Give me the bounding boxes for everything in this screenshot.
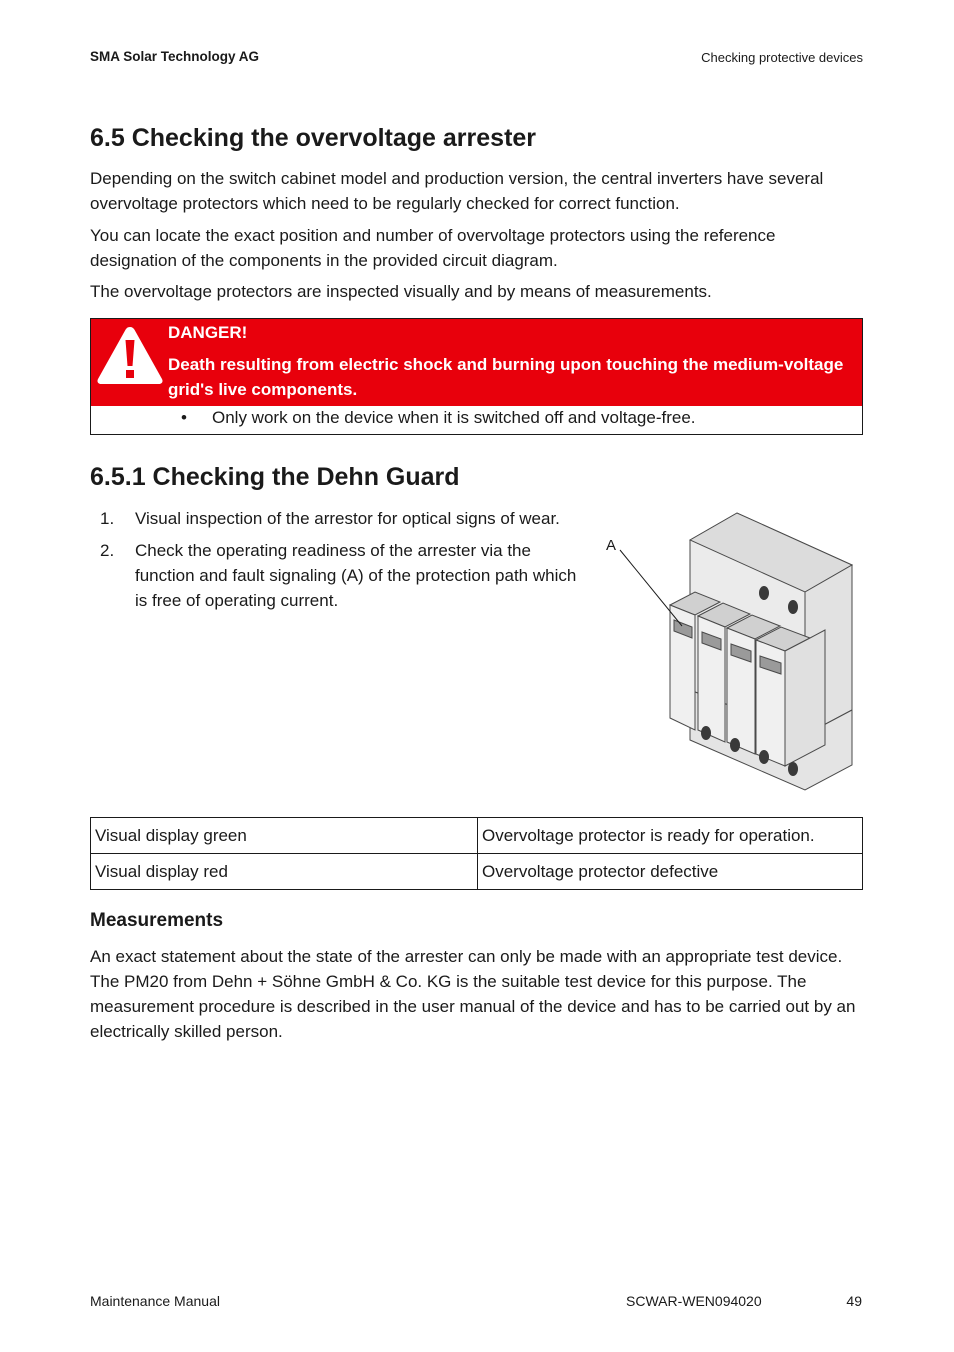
table-cell: Overvoltage protector defective <box>478 854 863 890</box>
intro-paragraph-2: You can locate the exact position and number of overvoltage protectors using the reference designation of the components in the provided circuit diagram. <box>90 226 776 270</box>
footer-doc-id: SCWAR-WEN094020 <box>626 1293 762 1309</box>
danger-notice <box>90 318 863 435</box>
warning-exclamation-icon <box>96 324 164 386</box>
intro-paragraph-1: Depending on the switch cabinet model and production version, the central inverters have several overvoltage protectors which need to be regularly checked for correct function. <box>90 169 824 213</box>
intro-paragraph-3: The overvoltage protectors are inspected visually and by means of measurements. <box>90 282 712 301</box>
subsection-title: 6.5.1 Checking the Dehn Guard <box>90 463 460 491</box>
display-status-table <box>90 817 863 890</box>
step-text: Visual inspection of the arrestor for optical signs of wear. <box>135 509 560 528</box>
table-cell: Visual display green <box>91 818 478 854</box>
step-text: Check the operating readiness of the arrester via the function and fault signaling (A) of the protection path which is free of operating current. <box>135 541 577 610</box>
header-chapter: Checking protective devices <box>701 50 863 65</box>
section-title: 6.5 Checking the overvoltage arrester <box>90 124 537 152</box>
table-row <box>91 854 863 890</box>
footer-manual: Maintenance Manual <box>90 1293 220 1309</box>
measurements-heading: Measurements <box>90 910 224 931</box>
footer-page-number: 49 <box>846 1293 862 1309</box>
table-row <box>91 818 863 854</box>
table-cell: Overvoltage protector is ready for operation. <box>478 818 863 854</box>
danger-bullet-text: Only work on the device when it is switched off and voltage-free. <box>212 408 696 427</box>
step-number: 1. <box>100 509 115 528</box>
step-number: 2. <box>100 541 115 560</box>
dehn-guard-figure <box>600 510 862 795</box>
arrester-illustration <box>600 510 862 795</box>
danger-label: DANGER! <box>168 323 248 342</box>
figure-label-a: A <box>606 537 617 554</box>
danger-band <box>91 319 862 406</box>
measurements-paragraph: An exact statement about the state of the arrester can only be made with an appropriate test device. The PM20 from Dehn + Söhne GmbH & Co. KG is the suitable test device for this purpose. The measurement procedure is described in the user manual of the device and has to be carried out by an electrically skilled person. <box>90 947 856 1041</box>
danger-message: Death resulting from electric shock and burning upon touching the medium-voltage grid's live components. <box>168 355 844 399</box>
bullet-symbol: • <box>181 408 187 427</box>
header-company: SMA Solar Technology AG <box>90 49 260 64</box>
table-cell: Visual display red <box>91 854 478 890</box>
